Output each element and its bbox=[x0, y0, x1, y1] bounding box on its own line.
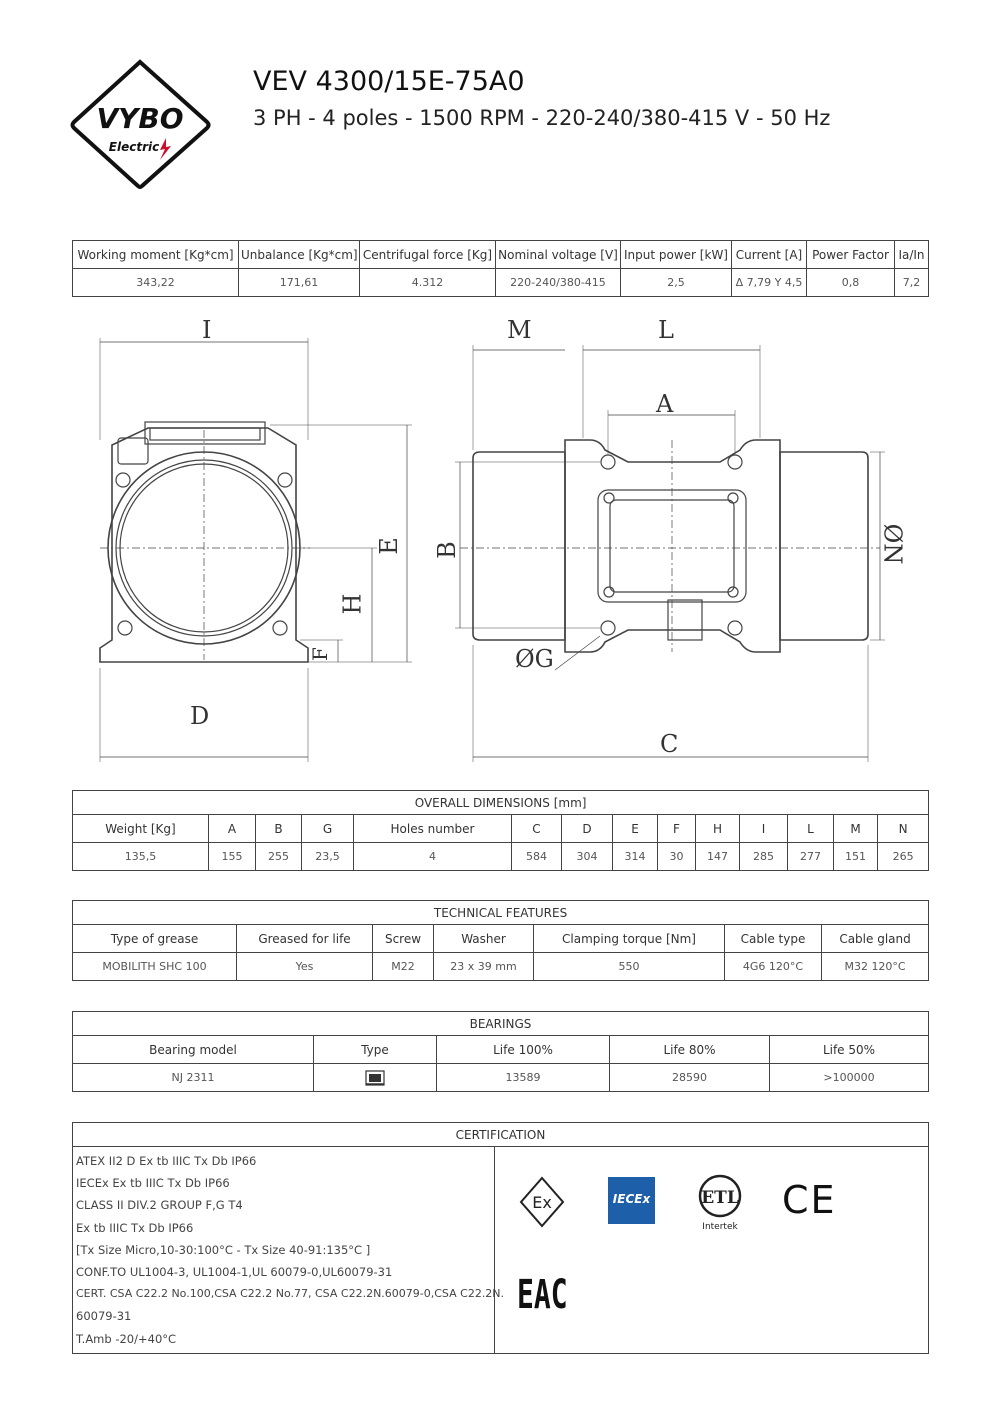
bearing-header: Type bbox=[314, 1036, 437, 1064]
dim-header: I bbox=[740, 815, 788, 843]
eac-mark: EAC bbox=[517, 1272, 568, 1318]
performance-table bbox=[72, 240, 929, 297]
dim-header: M bbox=[834, 815, 878, 843]
ex-logo-text: Ex bbox=[532, 1193, 552, 1212]
dim-value: 265 bbox=[878, 843, 929, 871]
certification-list bbox=[76, 1150, 505, 1350]
bearings-table bbox=[72, 1011, 929, 1092]
roller-bearing-icon bbox=[365, 1070, 385, 1086]
bearing-type-cell bbox=[314, 1064, 437, 1092]
dim-header: A bbox=[209, 815, 256, 843]
dim-label-a: A bbox=[656, 390, 674, 418]
dim-label-l: L bbox=[658, 316, 674, 344]
tech-header: Washer bbox=[434, 925, 534, 953]
tech-value: 550 bbox=[534, 953, 725, 981]
iecex-logo-text: IECEx bbox=[612, 1192, 651, 1206]
intertek-text: Intertek bbox=[702, 1222, 738, 1232]
cert-line: ATEX II2 D Ex tb IIIC Tx Db IP66 bbox=[76, 1154, 257, 1168]
dim-label-m: M bbox=[507, 316, 532, 344]
cert-line: IECEx Ex tb IIIC Tx Db IP66 bbox=[76, 1176, 230, 1191]
dim-value: 135,5 bbox=[73, 843, 209, 871]
perf-header: Input power [kW] bbox=[621, 241, 732, 269]
dim-label-e: E bbox=[374, 537, 403, 555]
bearing-header: Bearing model bbox=[73, 1036, 314, 1064]
brand-text: VYBO bbox=[96, 102, 184, 135]
vybo-logo bbox=[68, 58, 213, 190]
dim-label-b: B bbox=[432, 541, 461, 559]
technical-drawing bbox=[0, 310, 1000, 780]
perf-value: Δ 7,79 Y 4,5 bbox=[732, 269, 807, 297]
perf-header: Unbalance [Kg*cm] bbox=[239, 241, 360, 269]
dim-label-f: F bbox=[307, 647, 332, 661]
bearing-value: 13589 bbox=[437, 1064, 610, 1092]
perf-value: 343,22 bbox=[73, 269, 239, 297]
tech-value: M22 bbox=[373, 953, 434, 981]
tech-value: MOBILITH SHC 100 bbox=[73, 953, 237, 981]
perf-value: 4.312 bbox=[360, 269, 496, 297]
etl-logo-text: ETL bbox=[701, 1188, 739, 1208]
atex-ex-logo bbox=[518, 1176, 566, 1228]
dim-label-i: I bbox=[202, 316, 212, 344]
product-subtitle: 3 PH - 4 poles - 1500 RPM - 220-240/380-415 V - 50 Hz bbox=[253, 106, 831, 130]
cert-line: Ex tb IIIC Tx Db IP66 bbox=[76, 1220, 194, 1235]
dim-header: F bbox=[658, 815, 696, 843]
cert-line: CLASS II DIV.2 GROUP F,G T4 bbox=[76, 1198, 243, 1213]
certification-title: CERTIFICATION bbox=[73, 1123, 929, 1147]
cert-line: [Tx Size Micro,10-30:100°C - Tx Size 40-91:135°C ] bbox=[76, 1242, 371, 1257]
dim-header: N bbox=[878, 815, 929, 843]
bearings-title: BEARINGS bbox=[73, 1012, 929, 1036]
bearing-value: >100000 bbox=[770, 1064, 929, 1092]
technical-table bbox=[72, 900, 929, 981]
dim-value: 584 bbox=[512, 843, 562, 871]
dim-label-d: D bbox=[190, 702, 210, 730]
bearing-header: Life 50% bbox=[770, 1036, 929, 1064]
brand-sub-text: Electric bbox=[108, 140, 160, 154]
dim-value: 147 bbox=[696, 843, 740, 871]
cert-line: CERT. CSA C22.2 No.100,CSA C22.2 No.77, CSA C22.2N.60079-0,CSA C22.2N. bbox=[76, 1287, 505, 1301]
dim-value: 255 bbox=[256, 843, 302, 871]
dimensions-title: OVERALL DIMENSIONS [mm] bbox=[73, 791, 929, 815]
dim-header: Holes number bbox=[354, 815, 512, 843]
dim-value: 314 bbox=[613, 843, 658, 871]
cert-line: CONF.TO UL1004-3, UL1004-1,UL 60079-0,UL60079-31 bbox=[76, 1265, 393, 1280]
product-title: VEV 4300/15E-75A0 bbox=[253, 66, 525, 97]
tech-value: 4G6 120°C bbox=[725, 953, 822, 981]
etl-intertek-logo bbox=[696, 1174, 744, 1232]
perf-value: 220-240/380-415 bbox=[496, 269, 621, 297]
dim-header: L bbox=[788, 815, 834, 843]
dim-label-h: H bbox=[338, 593, 367, 615]
ce-mark: CE bbox=[782, 1178, 837, 1222]
tech-header: Clamping torque [Nm] bbox=[534, 925, 725, 953]
perf-value: 7,2 bbox=[895, 269, 929, 297]
tech-value: 23 x 39 mm bbox=[434, 953, 534, 981]
perf-value: 171,61 bbox=[239, 269, 360, 297]
dim-value: 30 bbox=[658, 843, 696, 871]
bearing-header: Life 100% bbox=[437, 1036, 610, 1064]
dim-value: 277 bbox=[788, 843, 834, 871]
dimensions-table bbox=[72, 790, 929, 871]
dim-value: 23,5 bbox=[302, 843, 354, 871]
dim-value: 155 bbox=[209, 843, 256, 871]
side-view bbox=[100, 338, 412, 762]
bearing-header: Life 80% bbox=[610, 1036, 770, 1064]
perf-value: 0,8 bbox=[807, 269, 895, 297]
tech-header: Screw bbox=[373, 925, 434, 953]
perf-header: Power Factor bbox=[807, 241, 895, 269]
dim-value: 151 bbox=[834, 843, 878, 871]
tech-header: Type of grease bbox=[73, 925, 237, 953]
tech-value: Yes bbox=[237, 953, 373, 981]
cert-line: T.Amb -20/+40°C bbox=[76, 1331, 177, 1346]
dim-value: 285 bbox=[740, 843, 788, 871]
tech-value: M32 120°C bbox=[822, 953, 929, 981]
perf-header: Current [A] bbox=[732, 241, 807, 269]
dim-label-n: ØN bbox=[878, 523, 907, 565]
perf-header: Ia/In bbox=[895, 241, 929, 269]
cert-line: 60079-31 bbox=[76, 1309, 132, 1324]
dim-label-g: ØG bbox=[515, 645, 554, 673]
bearing-value: 28590 bbox=[610, 1064, 770, 1092]
dim-header: G bbox=[302, 815, 354, 843]
dim-header: E bbox=[613, 815, 658, 843]
perf-header: Working moment [Kg*cm] bbox=[73, 241, 239, 269]
dim-header: D bbox=[562, 815, 613, 843]
tech-header: Cable type bbox=[725, 925, 822, 953]
bearing-value: NJ 2311 bbox=[73, 1064, 314, 1092]
dim-value: 304 bbox=[562, 843, 613, 871]
iecex-logo bbox=[608, 1177, 655, 1224]
dim-header: H bbox=[696, 815, 740, 843]
perf-value: 2,5 bbox=[621, 269, 732, 297]
dim-label-c: C bbox=[660, 730, 679, 758]
tech-header: Cable gland bbox=[822, 925, 929, 953]
tech-header: Greased for life bbox=[237, 925, 373, 953]
dim-header: C bbox=[512, 815, 562, 843]
technical-title: TECHNICAL FEATURES bbox=[73, 901, 929, 925]
perf-header: Nominal voltage [V] bbox=[496, 241, 621, 269]
dim-header: Weight [Kg] bbox=[73, 815, 209, 843]
dim-value: 4 bbox=[354, 843, 512, 871]
perf-header: Centrifugal force [Kg] bbox=[360, 241, 496, 269]
dim-header: B bbox=[256, 815, 302, 843]
